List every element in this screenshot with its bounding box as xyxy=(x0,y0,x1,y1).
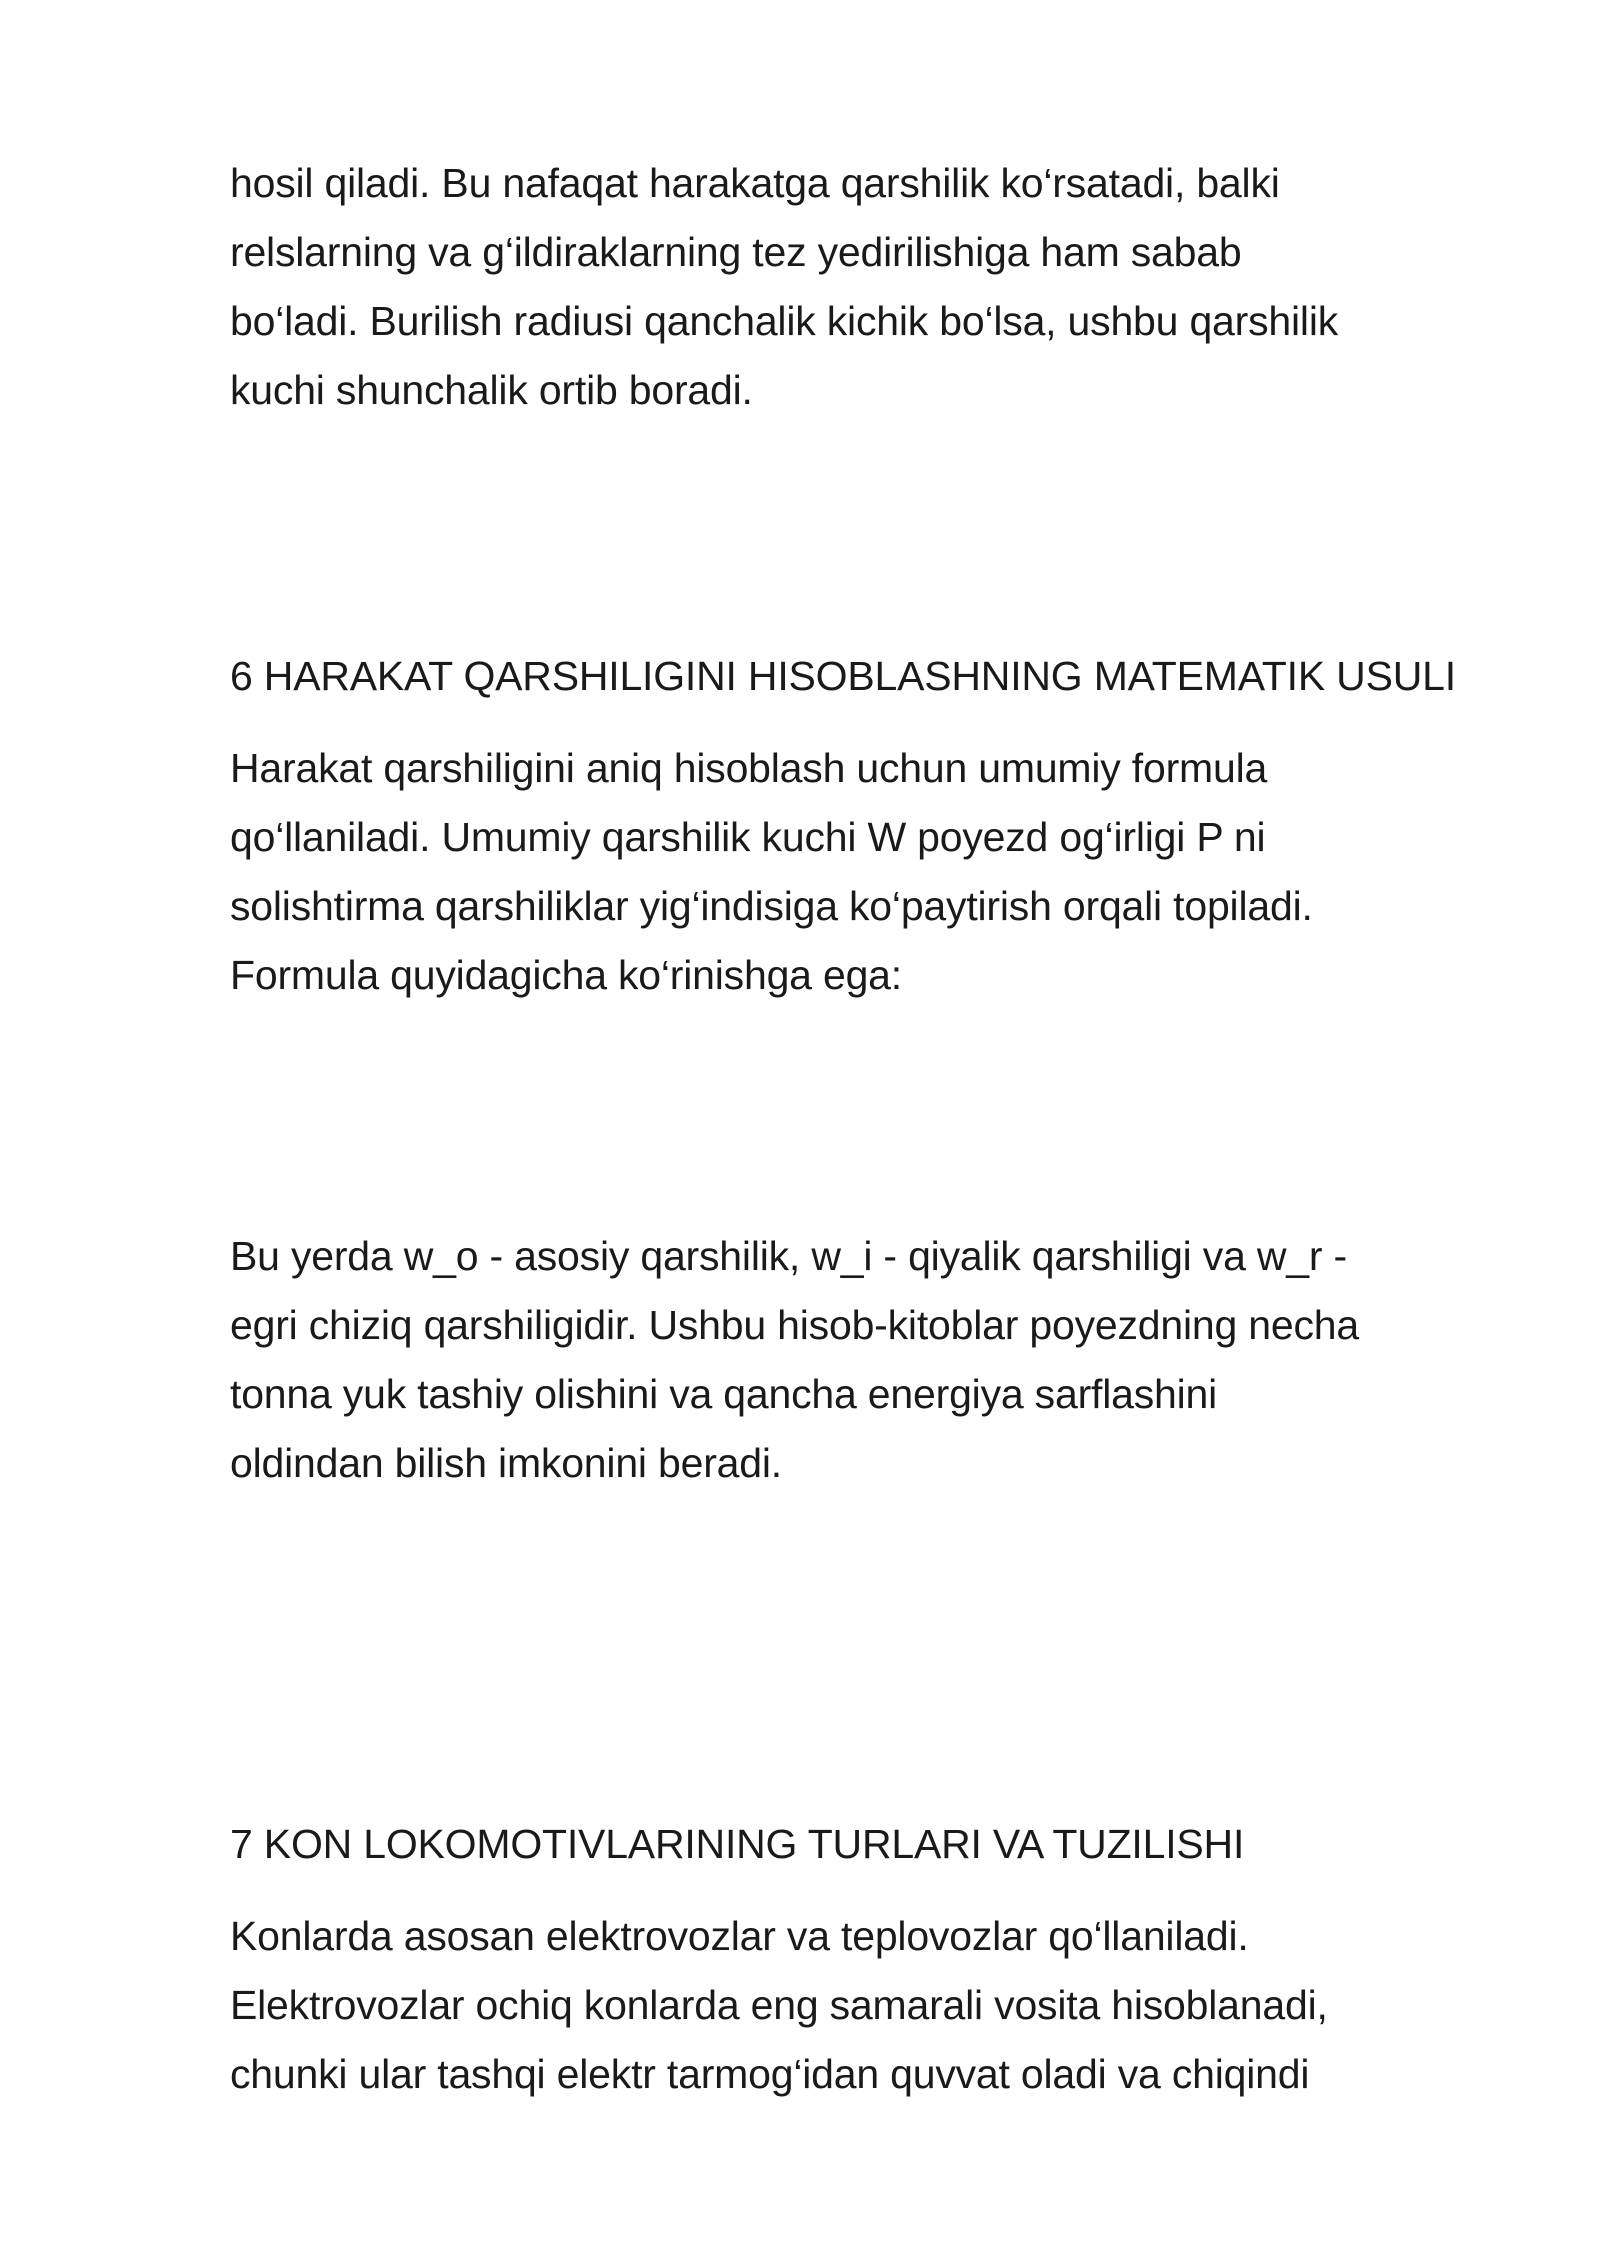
section-6-explanation xyxy=(230,1222,1530,1498)
text-line: Harakat qarshiligini aniq hisoblash uchun umumiy formula xyxy=(230,745,1268,791)
text-line: qo‘llaniladi. Umumiy qarshilik kuchi W poyezd og‘irligi P ni xyxy=(230,814,1266,860)
text-line: tonna yuk tashiy olishini va qancha energiya sarflashini xyxy=(230,1371,1218,1417)
paragraph-continued xyxy=(230,149,1530,425)
text-line: Formula quyidagicha ko‘rinishga ega: xyxy=(230,952,902,998)
text-line: Elektrovozlar ochiq konlarda eng samarali vosita hisoblanadi, xyxy=(230,1982,1328,2028)
text-line: Bu yerda w_o - asosiy qarshilik, w_i - qiyalik qarshiligi va w_r - xyxy=(230,1233,1347,1279)
text-line: hosil qiladi. Bu nafaqat harakatga qarshilik ko‘rsatadi, balki xyxy=(230,160,1280,206)
text-line: oldindan bilish imkonini beradi. xyxy=(230,1440,782,1486)
section-6-paragraph xyxy=(230,734,1530,1010)
section-7-heading: 7 KON LOKOMOTIVLARINING TURLARI VA TUZILISHI xyxy=(230,1821,1245,1867)
text-line: solishtirma qarshiliklar yig‘indisiga ko‘paytirish orqali topiladi. xyxy=(230,883,1313,929)
text-line: egri chiziq qarshiligidir. Ushbu hisob-kitoblar poyezdning necha xyxy=(230,1302,1360,1348)
text-line: kuchi shunchalik ortib boradi. xyxy=(230,367,753,413)
section-6-heading: 6 HARAKAT QARSHILIGINI HISOBLASHNING MATEMATIK USULI xyxy=(230,653,1456,699)
text-line: chunki ular tashqi elektr tarmog‘idan quvvat oladi va chiqindi xyxy=(230,2051,1310,2097)
text-line: Konlarda asosan elektrovozlar va teplovozlar qo‘llaniladi. xyxy=(230,1913,1249,1959)
text-line: relslarning va g‘ildiraklarning tez yedirilishiga ham sabab xyxy=(230,229,1242,275)
text-line: bo‘ladi. Burilish radiusi qanchalik kichik bo‘lsa, ushbu qarshilik xyxy=(230,298,1339,344)
section-7-paragraph xyxy=(230,1902,1530,2109)
